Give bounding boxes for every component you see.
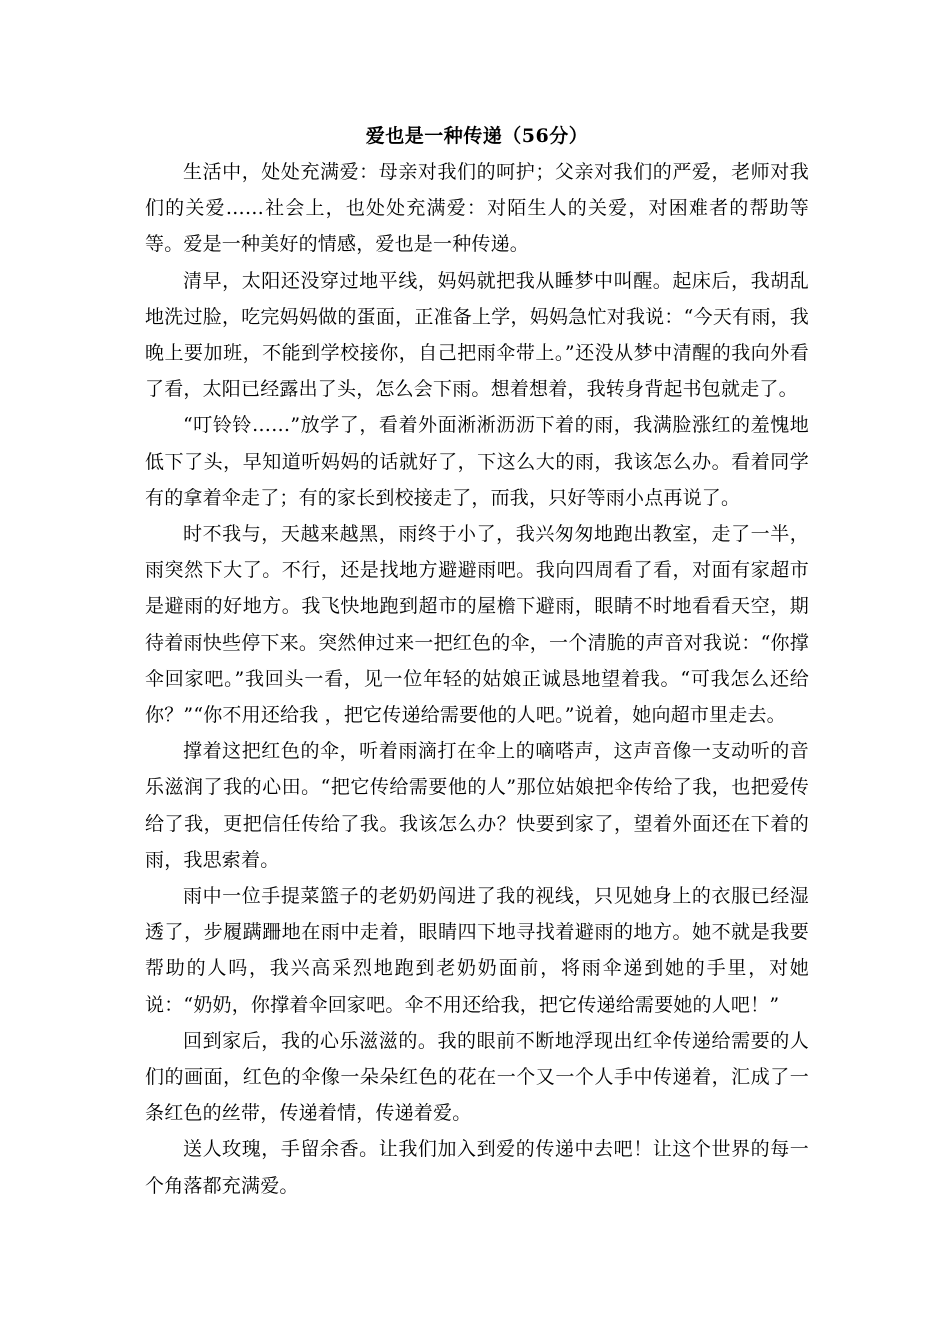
document-page — [145, 122, 809, 1204]
paragraph-6: 雨中一位手提菜篮子的老奶奶闯进了我的视线，只见她身上的衣服已经湿透了，步履蹒跚地在雨中走着，眼睛四下地寻找着避雨的地方。她不就是我要帮助的人吗，我兴高采烈地跑到老奶奶面前，将雨伞递到她的手里，对她说：“奶奶，你撑着伞回家吧。伞不用还给我，把它传递给需要她的人吧！” — [145, 885, 809, 1016]
paragraph-1: 生活中，处处充满爱：母亲对我们的呵护；父亲对我们的严爱，老师对我们的关爱……社会上，也处处充满爱：对陌生人的关爱，对困难者的帮助等等。爱是一种美好的情感，爱也是一种传递。 — [145, 161, 809, 256]
document-title: 爱也是一种传递（56分） — [365, 125, 589, 147]
paragraph-7: 回到家后，我的心乐滋滋的。我的眼前不断地浮现出红伞传递给需要的人们的画面，红色的伞像一朵朵红色的花在一个又一个人手中传递着，汇成了一条红色的丝带，传递着情，传递着爱。 — [145, 1029, 809, 1125]
paragraph-2: 清早，太阳还没穿过地平线，妈妈就把我从睡梦中叫醒。起床后，我胡乱地洗过脸，吃完妈妈做的蛋面，正准备上学，妈妈急忙对我说：“今天有雨，我晚上要加班，不能到学校接你，自己把雨伞带上。”还没从梦中清醒的我向外看了看，太阳已经露出了头，怎么会下雨。想着想着，我转身背起书包就走了。 — [145, 269, 809, 401]
paragraph-8: 送人玫瑰，手留余香。让我们加入到爱的传递中去吧！让这个世界的每一个角落都充满爱。 — [145, 1138, 809, 1197]
paragraph-3: “叮铃铃……”放学了，看着外面淅淅沥沥下着的雨，我满脸涨红的羞愧地低下了头，早知道听妈妈的话就好了，下这么大的雨，我该怎么办。看着同学有的拿着伞走了；有的家长到校接走了，而我，只好等雨小点再说了。 — [145, 414, 809, 509]
paragraph-5: 撑着这把红色的伞，听着雨滴打在伞上的嘀嗒声，这声音像一支动听的音乐滋润了我的心田。“把它传给需要他的人”那位姑娘把伞传给了我，也把爱传给了我，更把信任传给了我。我该怎么办？快要到家了，望着外面还在下着的雨，我思索着。 — [145, 740, 809, 871]
paragraph-4: 时不我与，天越来越黑，雨终于小了，我兴匆匆地跑出教室，走了一半，雨突然下大了。不行，还是找地方避避雨吧。我向四周看了看，对面有家超市是避雨的好地方。我飞快地跑到超市的屋檐下避雨，眼睛不时地看看天空，期待着雨快些停下来。突然伸过来一把红色的伞，一个清脆的声音对我说：“你撑伞回家吧。”我回头一看，见一位年轻的姑娘正诚恳地望着我。“可我怎么还给你？”“你不用还给我 ，把它传递给需要他的人吧。”说着，她向超市里走去。 — [145, 523, 809, 727]
